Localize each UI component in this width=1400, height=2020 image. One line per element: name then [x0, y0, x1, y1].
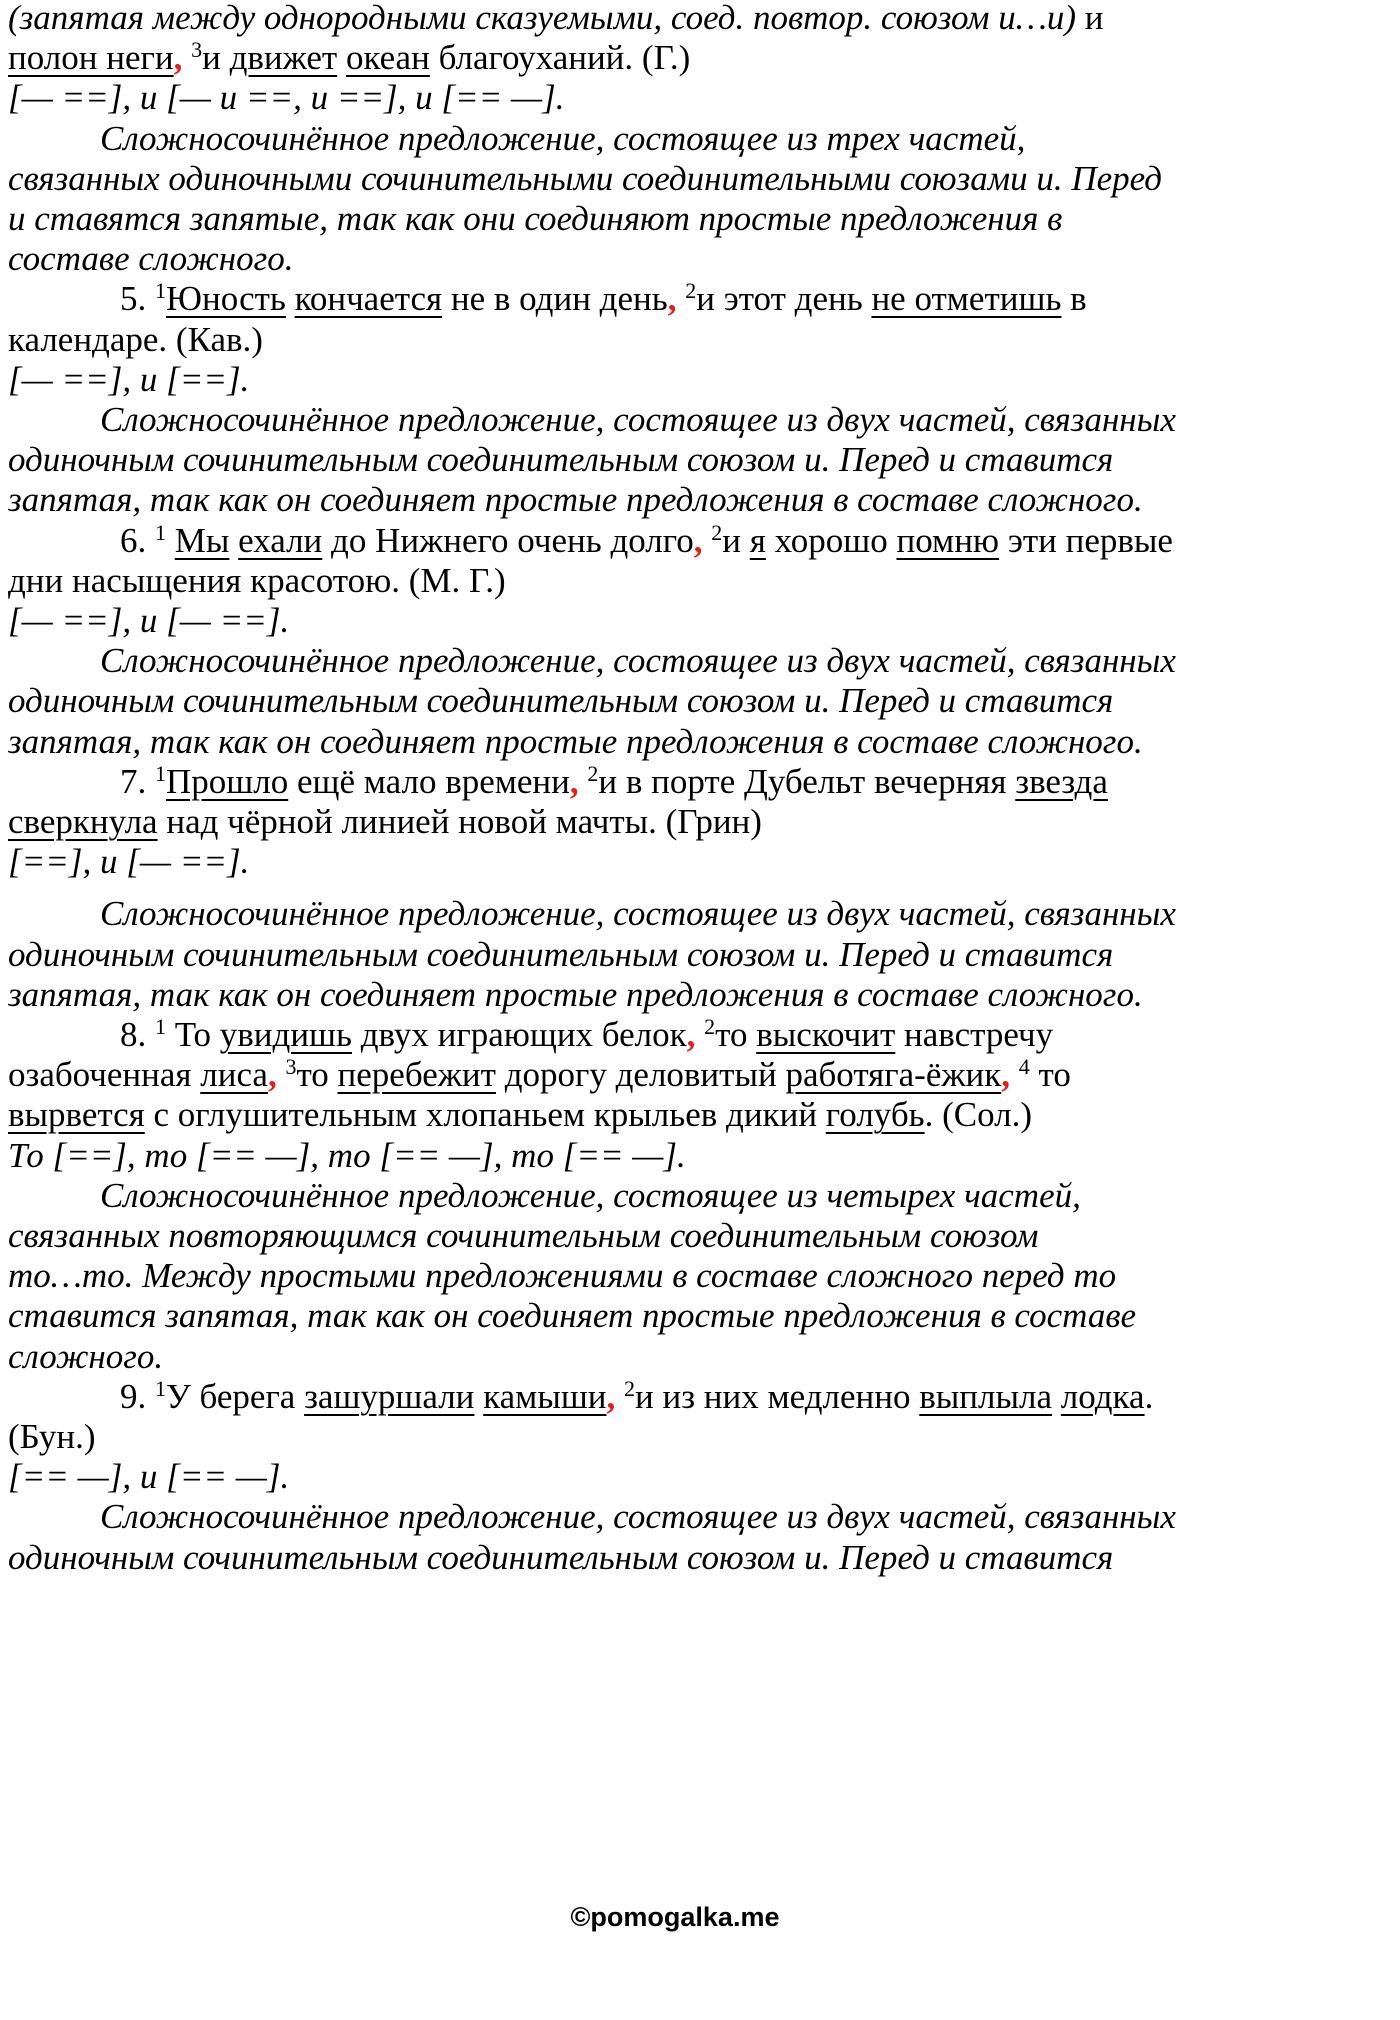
part-number: 2: [587, 760, 599, 786]
text-run: навстречу: [895, 1015, 1054, 1054]
text-run: календаре. (Кав.): [8, 319, 263, 359]
underlined-word: вырвется: [8, 1095, 145, 1135]
text-line: [8, 836, 1392, 888]
text-run: то: [1029, 1055, 1071, 1095]
text-run: [695, 1015, 704, 1054]
text-run: связанных одиночными сочинительными соединительными союзами и. Перед: [8, 158, 1162, 198]
text-run: и ставятся запятые, так как они соединяют простые предложения в: [8, 199, 1063, 238]
underlined-word: я: [749, 520, 766, 560]
underlined-word: сверкнула: [8, 802, 158, 841]
text-run: озабоченная: [8, 1055, 201, 1095]
text-run: составе сложного.: [8, 239, 294, 279]
text-run: То: [166, 1015, 220, 1054]
text-run: в: [1061, 279, 1087, 319]
text-run: и: [722, 520, 750, 560]
text-run: 5.: [120, 279, 155, 319]
watermark: ©pomogalka.me: [570, 1902, 780, 1932]
text-run: [— ==], и [— и ==, и ==], и [== —].: [8, 78, 565, 118]
part-number: 3: [191, 37, 203, 63]
part-number: 2: [624, 1375, 636, 1401]
underlined-word: звезда: [1015, 761, 1108, 801]
text-run: Сложносочинённое предложение, состоящее из двух частей, связанных: [100, 1497, 1176, 1537]
underlined-word: камыши: [483, 1376, 607, 1416]
underlined-word: выскочит: [756, 1015, 896, 1054]
text-run: [— ==], и [— ==].: [8, 601, 290, 640]
text-run: и: [202, 38, 230, 78]
text-run: Сложносочинённое предложение, состоящее из четырех частей,: [100, 1175, 1081, 1215]
text-run: [474, 1377, 483, 1416]
text-run: [337, 38, 346, 77]
underlined-word: Мы: [174, 520, 230, 560]
text-run: ставится запятая, так как он соединяет простые предложения в составе: [8, 1296, 1137, 1336]
part-number: 1: [155, 519, 166, 545]
text-run: [== —], и [== —].: [8, 1457, 290, 1497]
text-run: У берега: [166, 1376, 305, 1416]
text-run: одиночным сочинительным соединительным союзом и. Перед и ставится: [8, 1537, 1114, 1577]
underlined-word: движет: [229, 38, 338, 78]
text-run: [703, 521, 712, 560]
text-run: (Бун.): [8, 1417, 96, 1456]
text-run: дни насыщения красотою. (М. Г.): [8, 560, 506, 600]
underlined-word: не отметишь: [871, 279, 1062, 319]
text-line: [8, 1532, 1392, 1584]
highlighted-comma: ,: [606, 1376, 616, 1416]
text-run: запятая, так как он соединяет простые предложения в составе сложного.: [8, 974, 1143, 1014]
highlighted-comma: ,: [173, 38, 183, 78]
text-run: сложного.: [8, 1336, 164, 1376]
underlined-word: выплыла: [919, 1376, 1053, 1416]
text-run: до Нижнего очень долго: [322, 520, 694, 560]
underlined-word: зашуршали: [304, 1376, 475, 1416]
underlined-word: увидишь: [219, 1015, 352, 1054]
underlined-word: голубь: [825, 1095, 925, 1135]
text-run: запятая, так как он соединяет простые предложения в составе сложного.: [8, 480, 1143, 520]
text-run: эти первые: [999, 520, 1173, 560]
underlined-word: перебежит: [337, 1055, 496, 1095]
text-run: и в порте Дубельт вечерняя: [598, 761, 1016, 801]
part-number: 2: [685, 278, 697, 304]
part-number: 4: [1018, 1054, 1030, 1080]
highlighted-comma: ,: [1001, 1055, 1011, 1095]
underlined-word: полон неги: [8, 38, 174, 78]
text-run: [615, 1377, 624, 1416]
underlined-word: ехали: [238, 520, 323, 560]
highlighted-comma: ,: [686, 1015, 696, 1054]
text-run: то: [296, 1055, 338, 1095]
text-run: [676, 279, 685, 318]
text-run: Сложносочинённое предложение, состоящее из трех частей,: [100, 118, 1026, 158]
underlined-word: лиса: [200, 1055, 268, 1095]
part-number: 2: [711, 519, 723, 545]
highlighted-comma: ,: [569, 761, 579, 801]
text-run: запятая, так как он соединяет простые предложения в составе сложного.: [8, 721, 1143, 761]
text-run: то…то. Между простыми предложениями в составе сложного перед то: [8, 1256, 1117, 1296]
underlined-word: лодка: [1060, 1376, 1145, 1416]
highlighted-comma: ,: [693, 520, 703, 560]
highlighted-comma: ,: [267, 1055, 277, 1095]
text-run: (запятая между однородными сказуемыми, соед. повтор. союзом и…и): [8, 0, 1076, 37]
text-run: [182, 38, 191, 77]
text-run: то: [715, 1015, 757, 1054]
highlighted-comma: ,: [667, 279, 677, 319]
text-run: с оглушительным хлопаньем крыльев дикий: [144, 1095, 826, 1135]
underlined-word: Прошло: [166, 761, 289, 801]
text-run: не в один день: [442, 279, 668, 319]
text-run: 7.: [120, 761, 155, 801]
text-run: . (Сол.): [924, 1095, 1033, 1135]
text-run: Сложносочинённое предложение, состоящее из двух частей, связанных: [100, 400, 1176, 439]
text-run: [166, 521, 175, 560]
part-number: 1: [155, 1014, 166, 1039]
text-run: одиночным сочинительным соединительным союзом и. Перед и ставится: [8, 681, 1114, 721]
text-run: .: [1144, 1376, 1154, 1416]
part-number: 2: [704, 1014, 716, 1039]
underlined-word: помню: [896, 520, 1000, 560]
text-run: одиночным сочинительным соединительным союзом и. Перед и ставится: [8, 934, 1114, 974]
underlined-word: кончается: [294, 279, 443, 319]
text-run: благоуханий. (Г.): [429, 38, 691, 78]
text-run: [==], и [— ==].: [8, 842, 250, 882]
text-run: над чёрной линией новой мачты. (Грин): [157, 802, 762, 841]
part-number: 1: [155, 278, 166, 304]
underlined-word: океан: [345, 38, 430, 78]
text-run: Сложносочинённое предложение, состоящее из двух частей, связанных: [100, 641, 1176, 681]
text-run: То [==], то [== —], то [== —], то [== —].: [8, 1135, 686, 1175]
text-run: [1010, 1055, 1019, 1094]
text-run: 9.: [120, 1376, 155, 1416]
text-run: [1052, 1377, 1061, 1416]
part-number: 1: [155, 760, 166, 786]
underlined-word: Юность: [166, 279, 286, 319]
text-run: ещё мало времени: [288, 761, 570, 801]
text-run: [229, 521, 238, 560]
text-run: [286, 279, 295, 318]
text-run: связанных повторяющимся сочинительным соединительным союзом: [8, 1216, 1039, 1255]
part-number: 1: [155, 1375, 166, 1401]
text-run: 6.: [120, 520, 155, 560]
text-run: одиночным сочинительным соединительным союзом и. Перед и ставится: [8, 440, 1114, 480]
text-run: [— ==], и [==].: [8, 359, 250, 399]
text-run: 8.: [120, 1015, 155, 1054]
text-run: и: [1075, 0, 1104, 37]
text-run: двух играющих белок: [351, 1015, 687, 1054]
text-run: дорогу деловитый: [495, 1055, 786, 1095]
underlined-word: работяга-ёжик: [785, 1055, 1002, 1095]
part-number: 3: [285, 1054, 297, 1080]
text-run: хорошо: [765, 520, 897, 560]
text-run: и этот день: [696, 279, 872, 319]
text-run: и из них медленно: [635, 1376, 920, 1416]
text-run: Сложносочинённое предложение, состоящее из двух частей, связанных: [100, 894, 1176, 934]
